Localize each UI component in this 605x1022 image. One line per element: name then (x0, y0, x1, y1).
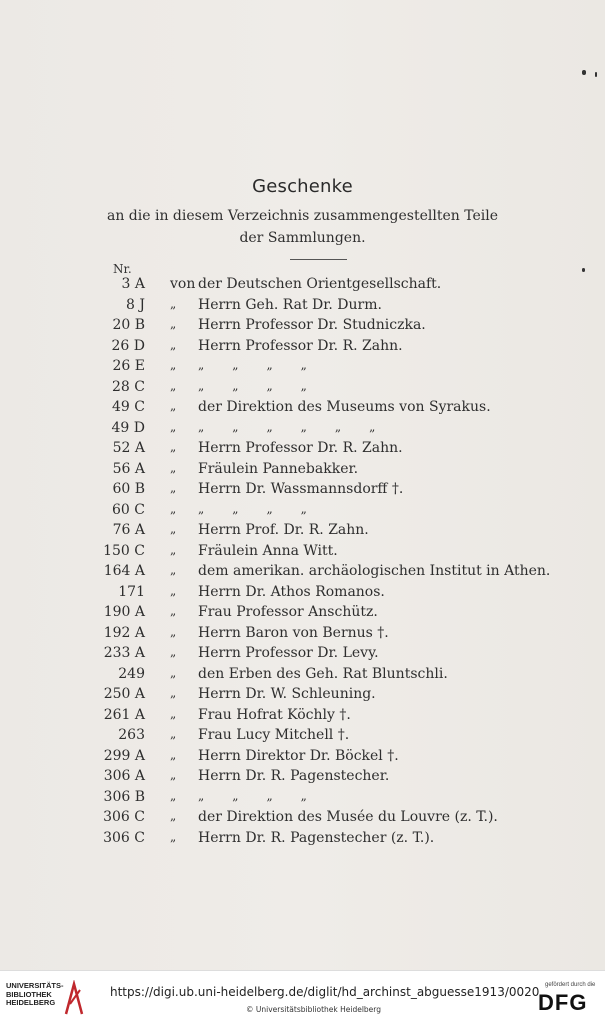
list-item (0, 789, 605, 810)
ditto-mark: „ (232, 419, 239, 434)
ditto-mark: „ (266, 788, 273, 803)
item-prefix: „ (170, 747, 177, 762)
list-item (0, 317, 605, 338)
list-item (0, 584, 605, 605)
scan-speck (595, 72, 597, 77)
item-prefix: „ (170, 604, 177, 618)
nr-column-header: Nr. (113, 262, 132, 276)
donor-name: Fräulein Pannebakker. (198, 460, 359, 477)
item-prefix: „ (170, 419, 177, 434)
ditto-mark: „ (369, 419, 376, 434)
list-item (0, 563, 605, 584)
donor-name: Frau Hofrat Köchly †. (198, 706, 351, 723)
list-item (0, 543, 605, 564)
ditto-mark: „ (198, 788, 205, 803)
donor-name: den Erben des Geh. Rat Bluntschli. (198, 665, 448, 682)
item-number: 190 A (103, 604, 145, 620)
ditto-mark: „ (334, 419, 342, 434)
item-prefix: „ (170, 727, 177, 741)
donor-name: Herrn Dr. Athos Romanos. (198, 583, 385, 600)
list-item (0, 625, 605, 646)
copyright-notice: © Universitätsbibliothek Heidelberg (246, 1005, 382, 1014)
list-item (0, 604, 605, 625)
list-item (0, 768, 605, 789)
item-prefix: „ (170, 583, 177, 598)
item-prefix: „ (170, 706, 177, 721)
item-number: 60 C (112, 501, 145, 518)
item-prefix: „ (170, 481, 177, 495)
item-prefix: „ (170, 563, 177, 577)
ditto-mark: „ (232, 358, 239, 372)
ditto-marks (198, 420, 403, 434)
ditto-mark: „ (300, 358, 307, 372)
item-number: 20 B (112, 317, 145, 333)
dfg-logo: DFG (538, 990, 588, 1015)
item-prefix: „ (170, 399, 177, 413)
subtitle-line-2: der Sammlungen. (239, 230, 366, 246)
item-prefix: „ (170, 809, 177, 823)
item-number: 233 A (103, 645, 145, 661)
item-number: 8 J (126, 296, 145, 313)
donor-name: Herrn Dr. W. Schleuning. (198, 686, 376, 702)
item-prefix: „ (170, 358, 177, 372)
donor-name: der Direktion des Museums von Syrakus. (198, 399, 491, 415)
item-number: 60 B (112, 481, 145, 497)
donor-name: Herrn Professor Dr. Levy. (198, 645, 379, 661)
item-number: 263 (118, 727, 145, 743)
ditto-mark: „ (232, 788, 239, 803)
donor-name: Herrn Direktor Dr. Böckel †. (198, 747, 399, 764)
list-item (0, 338, 605, 359)
ditto-mark: „ (198, 358, 205, 372)
ditto-mark: „ (232, 378, 239, 393)
item-number: 249 (118, 665, 145, 682)
item-number: 306 B (103, 788, 145, 805)
donor-name: der Direktion des Musée du Louvre (z. T.). (198, 809, 498, 825)
list-item (0, 830, 605, 851)
donor-name: Herrn Geh. Rat Dr. Durm. (198, 296, 382, 313)
divider-rule (290, 259, 347, 260)
item-number: 49 C (112, 399, 145, 415)
donor-name: Herrn Professor Dr. R. Zahn. (198, 337, 403, 354)
item-number: 26 D (111, 337, 145, 354)
donor-name: dem amerikan. archäologischen Institut in Athen. (198, 563, 551, 579)
item-prefix: „ (170, 378, 177, 393)
funding-label: gefördert durch die (545, 982, 596, 988)
item-number: 26 E (112, 358, 145, 374)
item-number: 150 C (103, 542, 145, 559)
ditto-mark: „ (266, 419, 273, 434)
item-prefix: „ (170, 768, 177, 782)
item-number: 164 A (103, 563, 145, 579)
item-number: 3 A (121, 276, 145, 292)
item-prefix: „ (170, 686, 177, 700)
list-item (0, 707, 605, 728)
list-item (0, 481, 605, 502)
item-prefix: von (170, 276, 196, 292)
donor-name: Herrn Baron von Bernus †. (198, 624, 389, 641)
item-number: 299 A (103, 747, 145, 764)
item-prefix: „ (170, 645, 177, 659)
ditto-mark: „ (300, 378, 307, 393)
donor-name: Herrn Professor Dr. R. Zahn. (198, 440, 403, 456)
item-number: 306 A (103, 768, 145, 784)
list-item (0, 645, 605, 666)
item-number: 306 C (103, 829, 145, 846)
library-logo-icon (62, 980, 84, 1016)
item-prefix: „ (170, 624, 177, 639)
item-prefix: „ (170, 501, 177, 516)
item-prefix: „ (170, 542, 177, 557)
library-logo-text: UNIVERSITÄTS- BIBLIOTHEK HEIDELBERG (6, 981, 64, 1007)
scan-speck (582, 268, 585, 272)
donor-name: Herrn Dr. Wassmannsdorff †. (198, 481, 404, 497)
ditto-marks (198, 789, 335, 803)
item-prefix: „ (170, 296, 177, 311)
item-number: 306 C (103, 809, 145, 825)
scan-speck (582, 70, 586, 75)
donor-name: Frau Professor Anschütz. (198, 604, 378, 620)
ditto-marks (198, 502, 335, 516)
item-prefix: „ (170, 440, 177, 454)
item-number: 76 A (112, 522, 145, 538)
item-number: 261 A (103, 706, 145, 723)
list-item (0, 748, 605, 769)
ditto-mark: „ (300, 419, 307, 434)
donor-name: Frau Lucy Mitchell †. (198, 727, 350, 743)
item-number: 192 A (103, 624, 145, 641)
donor-name: der Deutschen Orientgesellschaft. (198, 276, 442, 292)
item-prefix: „ (170, 522, 177, 536)
ditto-mark: „ (300, 501, 307, 516)
ditto-mark: „ (198, 419, 205, 434)
list-item (0, 399, 605, 420)
permalink-url[interactable]: https://digi.ub.uni-heidelberg.de/diglit/hd_archinst_abguesse1913/0020 (110, 985, 540, 999)
ditto-mark: „ (266, 358, 273, 372)
ditto-marks (198, 379, 335, 393)
list-item (0, 502, 605, 523)
donor-name: Fräulein Anna Witt. (198, 542, 338, 559)
list-item (0, 358, 605, 379)
item-prefix: „ (170, 788, 177, 803)
ditto-mark: „ (266, 501, 273, 516)
donation-list (0, 276, 605, 850)
donor-name: Herrn Dr. R. Pagenstecher. (198, 768, 390, 784)
item-number: 28 C (112, 378, 145, 395)
donor-name: Herrn Prof. Dr. R. Zahn. (198, 522, 369, 538)
item-prefix: „ (170, 317, 177, 331)
item-prefix: „ (170, 665, 177, 680)
list-item (0, 420, 605, 441)
list-item (0, 666, 605, 687)
list-item (0, 379, 605, 400)
page-title: Geschenke (252, 176, 353, 197)
list-item (0, 440, 605, 461)
list-item (0, 686, 605, 707)
item-prefix: „ (170, 460, 177, 475)
item-number: 171 (118, 583, 145, 600)
ditto-marks (198, 358, 335, 372)
ditto-mark: „ (232, 501, 239, 516)
ditto-mark: „ (300, 788, 307, 803)
list-item (0, 809, 605, 830)
list-item (0, 297, 605, 318)
ditto-mark: „ (198, 378, 205, 393)
list-item (0, 727, 605, 748)
donor-name: Herrn Professor Dr. Studniczka. (198, 317, 426, 333)
item-number: 56 A (112, 460, 145, 477)
item-number: 49 D (111, 419, 145, 436)
item-number: 52 A (112, 440, 145, 456)
ditto-mark: „ (266, 378, 273, 393)
list-item (0, 522, 605, 543)
item-prefix: „ (170, 829, 177, 844)
list-item (0, 276, 605, 297)
item-prefix: „ (170, 337, 177, 352)
donor-name: Herrn Dr. R. Pagenstecher (z. T.). (198, 829, 435, 846)
item-number: 250 A (103, 686, 145, 702)
list-item (0, 461, 605, 482)
subtitle-line-1: an die in diesem Verzeichnis zusammengestellten Teile (106, 208, 498, 224)
ditto-mark: „ (198, 501, 205, 516)
